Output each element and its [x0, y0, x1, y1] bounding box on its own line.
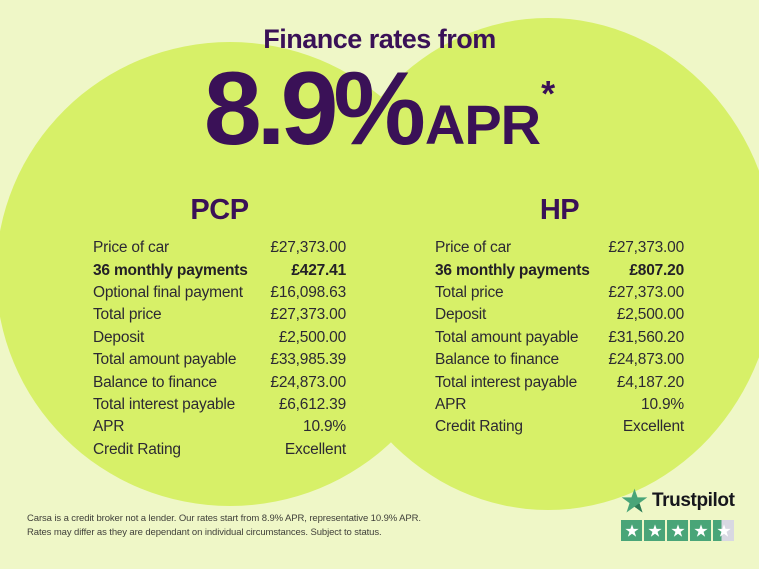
- row-value: £2,500.00: [616, 306, 684, 324]
- pcp-column-title: PCP: [190, 194, 249, 226]
- table-row: [435, 416, 684, 438]
- headline-rate: [0, 51, 759, 167]
- apr-label: APR: [424, 93, 541, 156]
- row-label: Deposit: [435, 306, 487, 324]
- hp-table: [435, 237, 684, 439]
- table-row: [93, 282, 346, 304]
- row-label: Price of car: [93, 239, 169, 257]
- table-row: [93, 416, 346, 438]
- row-value: 10.9%: [641, 395, 684, 413]
- row-value: £33,985.39: [270, 351, 346, 369]
- row-label: Credit Rating: [435, 418, 523, 436]
- star-box-full: [690, 520, 711, 541]
- pcp-table: [93, 237, 346, 461]
- star-box-full: [644, 520, 665, 541]
- row-label: Optional final payment: [93, 283, 243, 301]
- table-row: [93, 327, 346, 349]
- table-row: [435, 282, 684, 304]
- table-row: [435, 237, 684, 259]
- star-box-full: [621, 520, 642, 541]
- table-row: [93, 237, 346, 259]
- trustpilot-wordmark: Trustpilot: [652, 490, 735, 511]
- row-label: Deposit: [93, 328, 145, 346]
- row-label: Total price: [435, 283, 504, 301]
- star-icon: [648, 524, 662, 538]
- row-label: Balance to finance: [435, 351, 559, 369]
- row-value: £31,560.20: [608, 328, 684, 346]
- row-value: £6,612.39: [278, 395, 346, 413]
- disclaimer-line-1: Carsa is a credit broker not a lender. Our rates start from 8.9% APR, representative 10.9% APR.: [27, 513, 421, 524]
- table-row: [435, 394, 684, 416]
- table-row: [93, 439, 346, 461]
- table-row: [435, 304, 684, 326]
- table-row: [435, 327, 684, 349]
- star-box-partial: [713, 520, 734, 541]
- trustpilot-rating-stars: [621, 520, 734, 541]
- table-row: [435, 371, 684, 393]
- row-label: APR: [93, 418, 125, 436]
- row-value: Excellent: [622, 418, 684, 436]
- star-icon: [671, 524, 685, 538]
- table-row: [93, 349, 346, 371]
- rate-value: 8.9%: [203, 51, 421, 167]
- row-label: Credit Rating: [93, 440, 181, 458]
- row-label: Balance to finance: [93, 373, 217, 391]
- table-row: [435, 349, 684, 371]
- asterisk-note: *: [541, 73, 556, 114]
- row-value: £27,373.00: [608, 239, 684, 257]
- page-title: Finance rates from: [263, 24, 496, 54]
- row-label: Total amount payable: [435, 328, 579, 346]
- trustpilot-logo: [621, 488, 735, 514]
- row-value: £807.20: [629, 261, 684, 279]
- row-value: £27,373.00: [270, 306, 346, 324]
- row-value: £24,873.00: [608, 351, 684, 369]
- disclaimer-line-2: Rates may differ as they are dependant on individual circumstances. Subject to status.: [27, 526, 382, 538]
- star-icon: [625, 524, 639, 538]
- row-label: 36 monthly payments: [93, 261, 248, 279]
- star-icon: [717, 524, 731, 538]
- row-value: £2,500.00: [278, 328, 346, 346]
- row-label: Total price: [93, 306, 162, 324]
- table-row: [93, 371, 346, 393]
- trustpilot-star-icon: [621, 488, 648, 514]
- row-value: £427.41: [291, 261, 346, 279]
- table-row: [93, 394, 346, 416]
- row-value: £27,373.00: [608, 283, 684, 301]
- table-row: [93, 259, 346, 281]
- row-label: Total interest payable: [93, 395, 236, 413]
- table-row: [435, 259, 684, 281]
- row-label: APR: [435, 395, 467, 413]
- row-label: Total amount payable: [93, 351, 237, 369]
- row-label: 36 monthly payments: [435, 261, 590, 279]
- row-value: £4,187.20: [616, 373, 684, 391]
- row-label: Total interest payable: [435, 373, 578, 391]
- table-row: [93, 304, 346, 326]
- row-value: £24,873.00: [270, 373, 346, 391]
- star-icon: [694, 524, 708, 538]
- row-label: Price of car: [435, 239, 511, 257]
- star-box-full: [667, 520, 688, 541]
- row-value: 10.9%: [303, 418, 346, 436]
- row-value: £27,373.00: [270, 239, 346, 257]
- legal-disclaimer: [27, 512, 457, 539]
- row-value: Excellent: [284, 440, 346, 458]
- row-value: £16,098.63: [270, 283, 346, 301]
- hp-column-title: HP: [539, 194, 580, 226]
